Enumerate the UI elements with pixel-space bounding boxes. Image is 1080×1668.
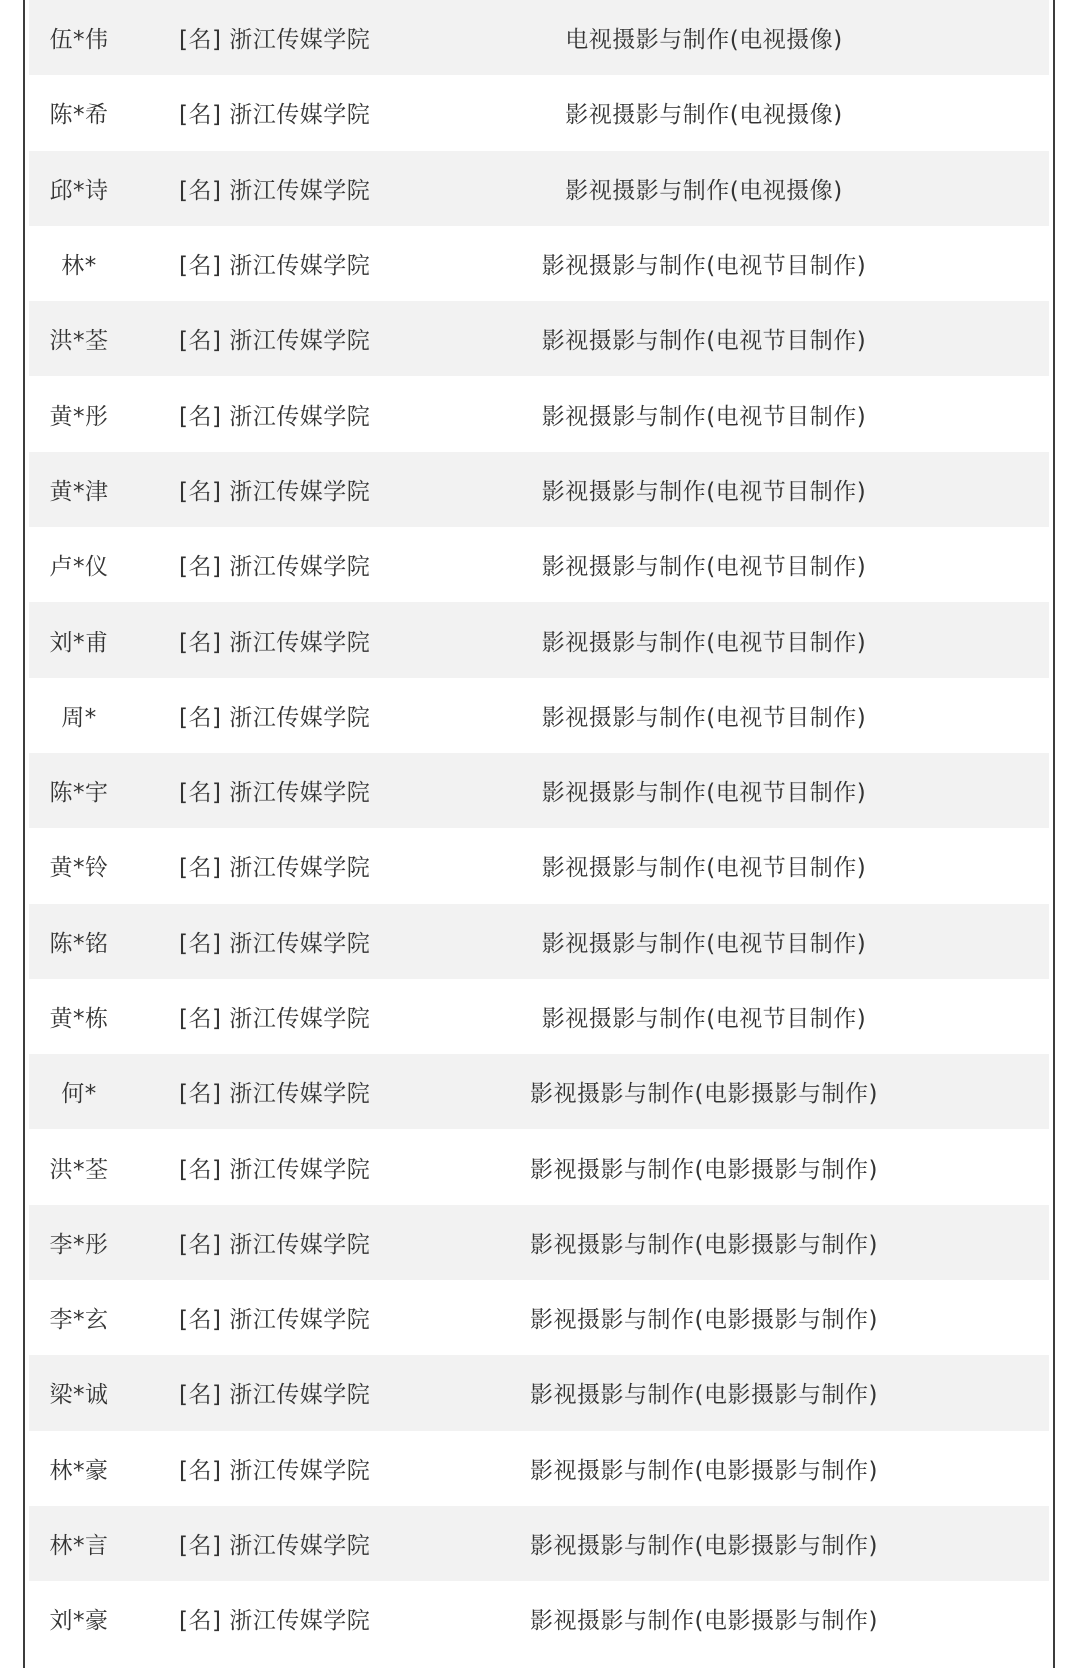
student-name: 黄*栋 (49, 1006, 109, 1032)
admission-list-frame (23, 0, 1055, 1668)
school-name: [名] 浙江传媒学院 (179, 1231, 371, 1258)
major-name: 影视摄影与制作(电视节目制作) (541, 855, 867, 882)
school-name: [名] 浙江传媒学院 (179, 930, 371, 957)
major-name: 影视摄影与制作(电视节目制作) (541, 253, 867, 280)
major-name: 影视摄影与制作(电视节目制作) (541, 629, 867, 656)
school-name: [名] 浙江传媒学院 (179, 1533, 371, 1560)
school-name: [名] 浙江传媒学院 (179, 328, 371, 355)
table-row (29, 1355, 1049, 1430)
major-name: 影视摄影与制作(电影摄影与制作) (530, 1457, 878, 1484)
school-name: [名] 浙江传媒学院 (179, 253, 371, 280)
major-name: 影视摄影与制作(电视节目制作) (541, 478, 867, 505)
school-name: [名] 浙江传媒学院 (179, 1457, 371, 1484)
major-name: 影视摄影与制作(电视节目制作) (541, 704, 867, 731)
student-name: 林*言 (49, 1533, 109, 1560)
school-name: [名] 浙江传媒学院 (179, 1081, 371, 1108)
student-name: 伍*伟 (49, 27, 109, 54)
school-name: [名] 浙江传媒学院 (179, 1382, 371, 1409)
student-name: 李*玄 (49, 1307, 109, 1334)
school-name: [名] 浙江传媒学院 (179, 554, 371, 581)
table-row (29, 828, 1049, 903)
major-name: 影视摄影与制作(电影摄影与制作) (530, 1307, 878, 1334)
table-row (29, 226, 1049, 301)
table-row (29, 1129, 1049, 1204)
school-name: [名] 浙江传媒学院 (179, 478, 371, 505)
major-name: 影视摄影与制作(电视节目制作) (541, 554, 867, 581)
student-name: 刘*甫 (49, 629, 109, 656)
student-name: 刘*豪 (49, 1608, 109, 1635)
table-row (29, 1581, 1049, 1656)
table-row (29, 1431, 1049, 1506)
student-name: 陈*希 (49, 102, 109, 129)
table-row (29, 1205, 1049, 1280)
school-name: [名] 浙江传媒学院 (179, 102, 371, 129)
admission-list (29, 0, 1049, 1657)
school-name: [名] 浙江传媒学院 (179, 1156, 371, 1183)
major-name: 影视摄影与制作(电影摄影与制作) (530, 1231, 878, 1258)
school-name: [名] 浙江传媒学院 (179, 1608, 371, 1635)
major-name: 影视摄影与制作(电视节目制作) (541, 328, 867, 355)
table-row (29, 0, 1049, 75)
student-name: 陈*宇 (49, 780, 109, 807)
student-name: 黄*津 (49, 478, 109, 505)
major-name: 影视摄影与制作(电影摄影与制作) (530, 1156, 878, 1183)
table-row (29, 602, 1049, 677)
school-name: [名] 浙江传媒学院 (179, 629, 371, 656)
student-name: 林*豪 (49, 1457, 109, 1484)
student-name: 林* (61, 253, 97, 280)
school-name: [名] 浙江传媒学院 (179, 1307, 371, 1334)
student-name: 邱*诗 (49, 177, 109, 204)
student-name: 黄*铃 (49, 855, 109, 882)
major-name: 影视摄影与制作(电视摄像) (565, 102, 843, 129)
table-row (29, 301, 1049, 376)
table-row (29, 151, 1049, 226)
major-name: 影视摄影与制作(电视节目制作) (541, 780, 867, 807)
table-row (29, 753, 1049, 828)
student-name: 陈*铭 (49, 930, 109, 957)
major-name: 影视摄影与制作(电视节目制作) (541, 1006, 867, 1032)
table-row (29, 1280, 1049, 1355)
school-name: [名] 浙江传媒学院 (179, 855, 371, 882)
table-row (29, 904, 1049, 979)
table-row (29, 678, 1049, 753)
table-row (29, 75, 1049, 150)
major-name: 影视摄影与制作(电影摄影与制作) (530, 1533, 878, 1560)
school-name: [名] 浙江传媒学院 (179, 780, 371, 807)
table-row (29, 1054, 1049, 1129)
major-name: 影视摄影与制作(电视节目制作) (541, 403, 867, 430)
student-name: 洪*荃 (49, 1156, 109, 1183)
table-row (29, 1506, 1049, 1581)
major-name: 影视摄影与制作(电影摄影与制作) (530, 1608, 878, 1635)
school-name: [名] 浙江传媒学院 (179, 27, 371, 54)
table-row (29, 376, 1049, 451)
table-row (29, 527, 1049, 602)
table-row (29, 452, 1049, 527)
major-name: 影视摄影与制作(电视摄像) (565, 177, 843, 204)
school-name: [名] 浙江传媒学院 (179, 704, 371, 731)
major-name: 影视摄影与制作(电影摄影与制作) (530, 1081, 878, 1108)
school-name: [名] 浙江传媒学院 (179, 177, 371, 204)
student-name: 周* (61, 704, 97, 731)
school-name: [名] 浙江传媒学院 (179, 1006, 371, 1032)
school-name: [名] 浙江传媒学院 (179, 403, 371, 430)
student-name: 黄*彤 (49, 403, 109, 430)
student-name: 何* (61, 1081, 97, 1108)
major-name: 影视摄影与制作(电影摄影与制作) (530, 1382, 878, 1409)
student-name: 洪*荃 (49, 328, 109, 355)
student-name: 卢*仪 (49, 554, 109, 581)
major-name: 电视摄影与制作(电视摄像) (565, 27, 843, 54)
table-row (29, 979, 1049, 1054)
student-name: 梁*诚 (49, 1382, 109, 1409)
student-name: 李*彤 (49, 1231, 109, 1258)
major-name: 影视摄影与制作(电视节目制作) (541, 930, 867, 957)
